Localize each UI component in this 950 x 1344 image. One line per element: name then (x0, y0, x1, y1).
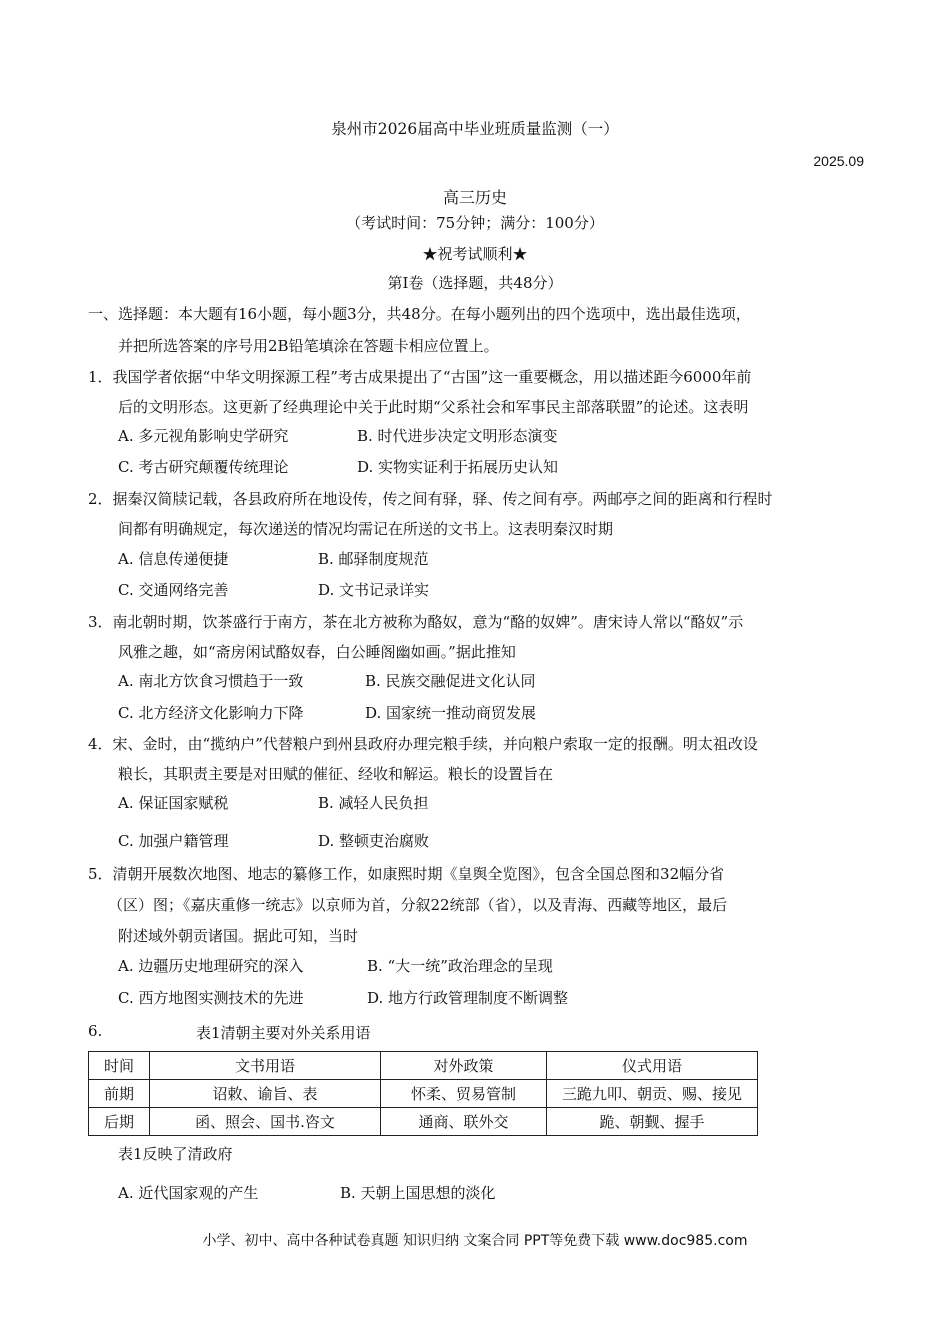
table-header-cell: 时间 (89, 1052, 150, 1080)
exam-info: （考试时间：75分钟；满分：100分） (346, 214, 604, 232)
part-title: 第I卷（选择题，共48分） (387, 274, 563, 292)
footer-text: 小学、初中、高中各种试卷真题 知识归纳 文案合同 PPT等免费下载 www.doc985.com (202, 1233, 748, 1249)
question-2-line1: 2．据秦汉简牍记载，各县政府所在地设传，传之间有驿，驿、传之间有亭。两邮亭之间的距离和行程时 (88, 490, 773, 508)
exam-title: 泉州市2026届高中毕业班质量监测（一） (331, 120, 619, 138)
table-cell: 函、照会、国书.咨文 (150, 1108, 381, 1136)
question-5-option-a: A. 边疆历史地理研究的深入 (118, 957, 304, 975)
table-header-cell: 对外政策 (381, 1052, 547, 1080)
question-5-line2: （区）图；《嘉庆重修一统志》以京师为首，分叙22统部（省），以及青海、西藏等地区，最后 (108, 896, 728, 914)
section-instruction-line1: 一、选择题：本大题有16小题，每小题3分，共48分。在每小题列出的四个选项中，选出最佳选项， (88, 305, 751, 323)
question-1-option-b: B. 时代进步决定文明形态演变 (357, 427, 558, 445)
question-4-line2: 粮长，其职责主要是对田赋的催征、经收和解运。粮长的设置旨在 (118, 765, 554, 783)
question-5-option-c: C. 西方地图实测技术的先进 (118, 989, 304, 1007)
question-4-line1: 4．宋、金时，由“揽纳户”代替粮户到州县政府办理完粮手续，并向粮户索取一定的报酬。明太祖改设 (88, 735, 758, 753)
table-cell: 三跪九叩、朝贡、赐、接见 (547, 1080, 758, 1108)
table-cell: 跪、朝觐、握手 (547, 1108, 758, 1136)
table-1 (88, 1051, 758, 1136)
question-4-option-c: C. 加强户籍管理 (118, 832, 229, 850)
question-3-option-a: A. 南北方饮食习惯趋于一致 (118, 672, 304, 690)
table-row (89, 1080, 758, 1108)
table-cell: 诏敕、谕旨、表 (150, 1080, 381, 1108)
question-6-option-b: B. 天朝上国思想的淡化 (340, 1184, 496, 1202)
question-2-line2: 间都有明确规定，每次递送的情况均需记在所送的文书上。这表明秦汉时期 (118, 520, 614, 538)
subject-title: 高三历史 (442, 188, 507, 207)
question-2-option-c: C. 交通网络完善 (118, 581, 229, 599)
question-5-option-b: B. “大一统”政治理念的呈现 (367, 957, 553, 975)
table-cell: 怀柔、贸易管制 (381, 1080, 547, 1108)
table-header-cell: 文书用语 (150, 1052, 381, 1080)
question-2-option-a: A. 信息传递便捷 (118, 550, 229, 568)
table-cell: 前期 (89, 1080, 150, 1108)
question-5-line3: 附述域外朝贡诸国。据此可知，当时 (118, 927, 359, 945)
section-instruction-line2: 并把所选答案的序号用2B铅笔填涂在答题卡相应位置上。 (118, 337, 499, 355)
exam-date: 2025.09 (813, 153, 864, 169)
question-6-number: 6. (88, 1022, 103, 1040)
question-1-line1: 1．我国学者依据“中华文明探源工程”考古成果提出了“古国”这一重要概念，用以描述距今6000年前 (88, 368, 752, 386)
question-6-stem: 表1反映了清政府 (118, 1145, 233, 1163)
question-2-option-b: B. 邮驿制度规范 (318, 550, 429, 568)
question-5-option-d: D. 地方行政管理制度不断调整 (367, 989, 569, 1007)
table-row (89, 1108, 758, 1136)
question-3-option-c: C. 北方经济文化影响力下降 (118, 704, 304, 722)
question-4-option-d: D. 整顿吏治腐败 (318, 832, 430, 850)
question-3-option-d: D. 国家统一推动商贸发展 (365, 704, 537, 722)
question-4-option-a: A. 保证国家赋税 (118, 794, 229, 812)
question-1-option-d: D. 实物实证利于拓展历史认知 (357, 458, 559, 476)
question-1-option-a: A. 多元视角影响史学研究 (118, 427, 289, 445)
question-3-line2: 风雅之趣，如“斋房闲试酪奴春，白公睡阁幽如画。”据此推知 (118, 643, 516, 661)
question-2-option-d: D. 文书记录详实 (318, 581, 430, 599)
table-cell: 通商、联外交 (381, 1108, 547, 1136)
table-cell: 后期 (89, 1108, 150, 1136)
question-1-option-c: C. 考古研究颠覆传统理论 (118, 458, 289, 476)
question-4-option-b: B. 减轻人民负担 (318, 794, 429, 812)
table-1-title: 表1清朝主要对外关系用语 (196, 1024, 371, 1042)
question-5-line1: 5．清朝开展数次地图、地志的纂修工作，如康熙时期《皇舆全览图》，包含全国总图和32幅分省 (88, 865, 725, 883)
table-header-cell: 仪式用语 (547, 1052, 758, 1080)
question-1-line2: 后的文明形态。这更新了经典理论中关于此时期“父系社会和军事民主部落联盟”的论述。这表明 (118, 398, 749, 416)
question-3-line1: 3．南北朝时期，饮茶盛行于南方，茶在北方被称为酪奴，意为“酪的奴婢”。唐宋诗人常以“酪奴”示 (88, 613, 744, 631)
question-6-option-a: A. 近代国家观的产生 (118, 1184, 259, 1202)
good-luck-line: ★祝考试顺利★ (422, 245, 528, 263)
table-header-row (89, 1052, 758, 1080)
question-3-option-b: B. 民族交融促进文化认同 (365, 672, 536, 690)
